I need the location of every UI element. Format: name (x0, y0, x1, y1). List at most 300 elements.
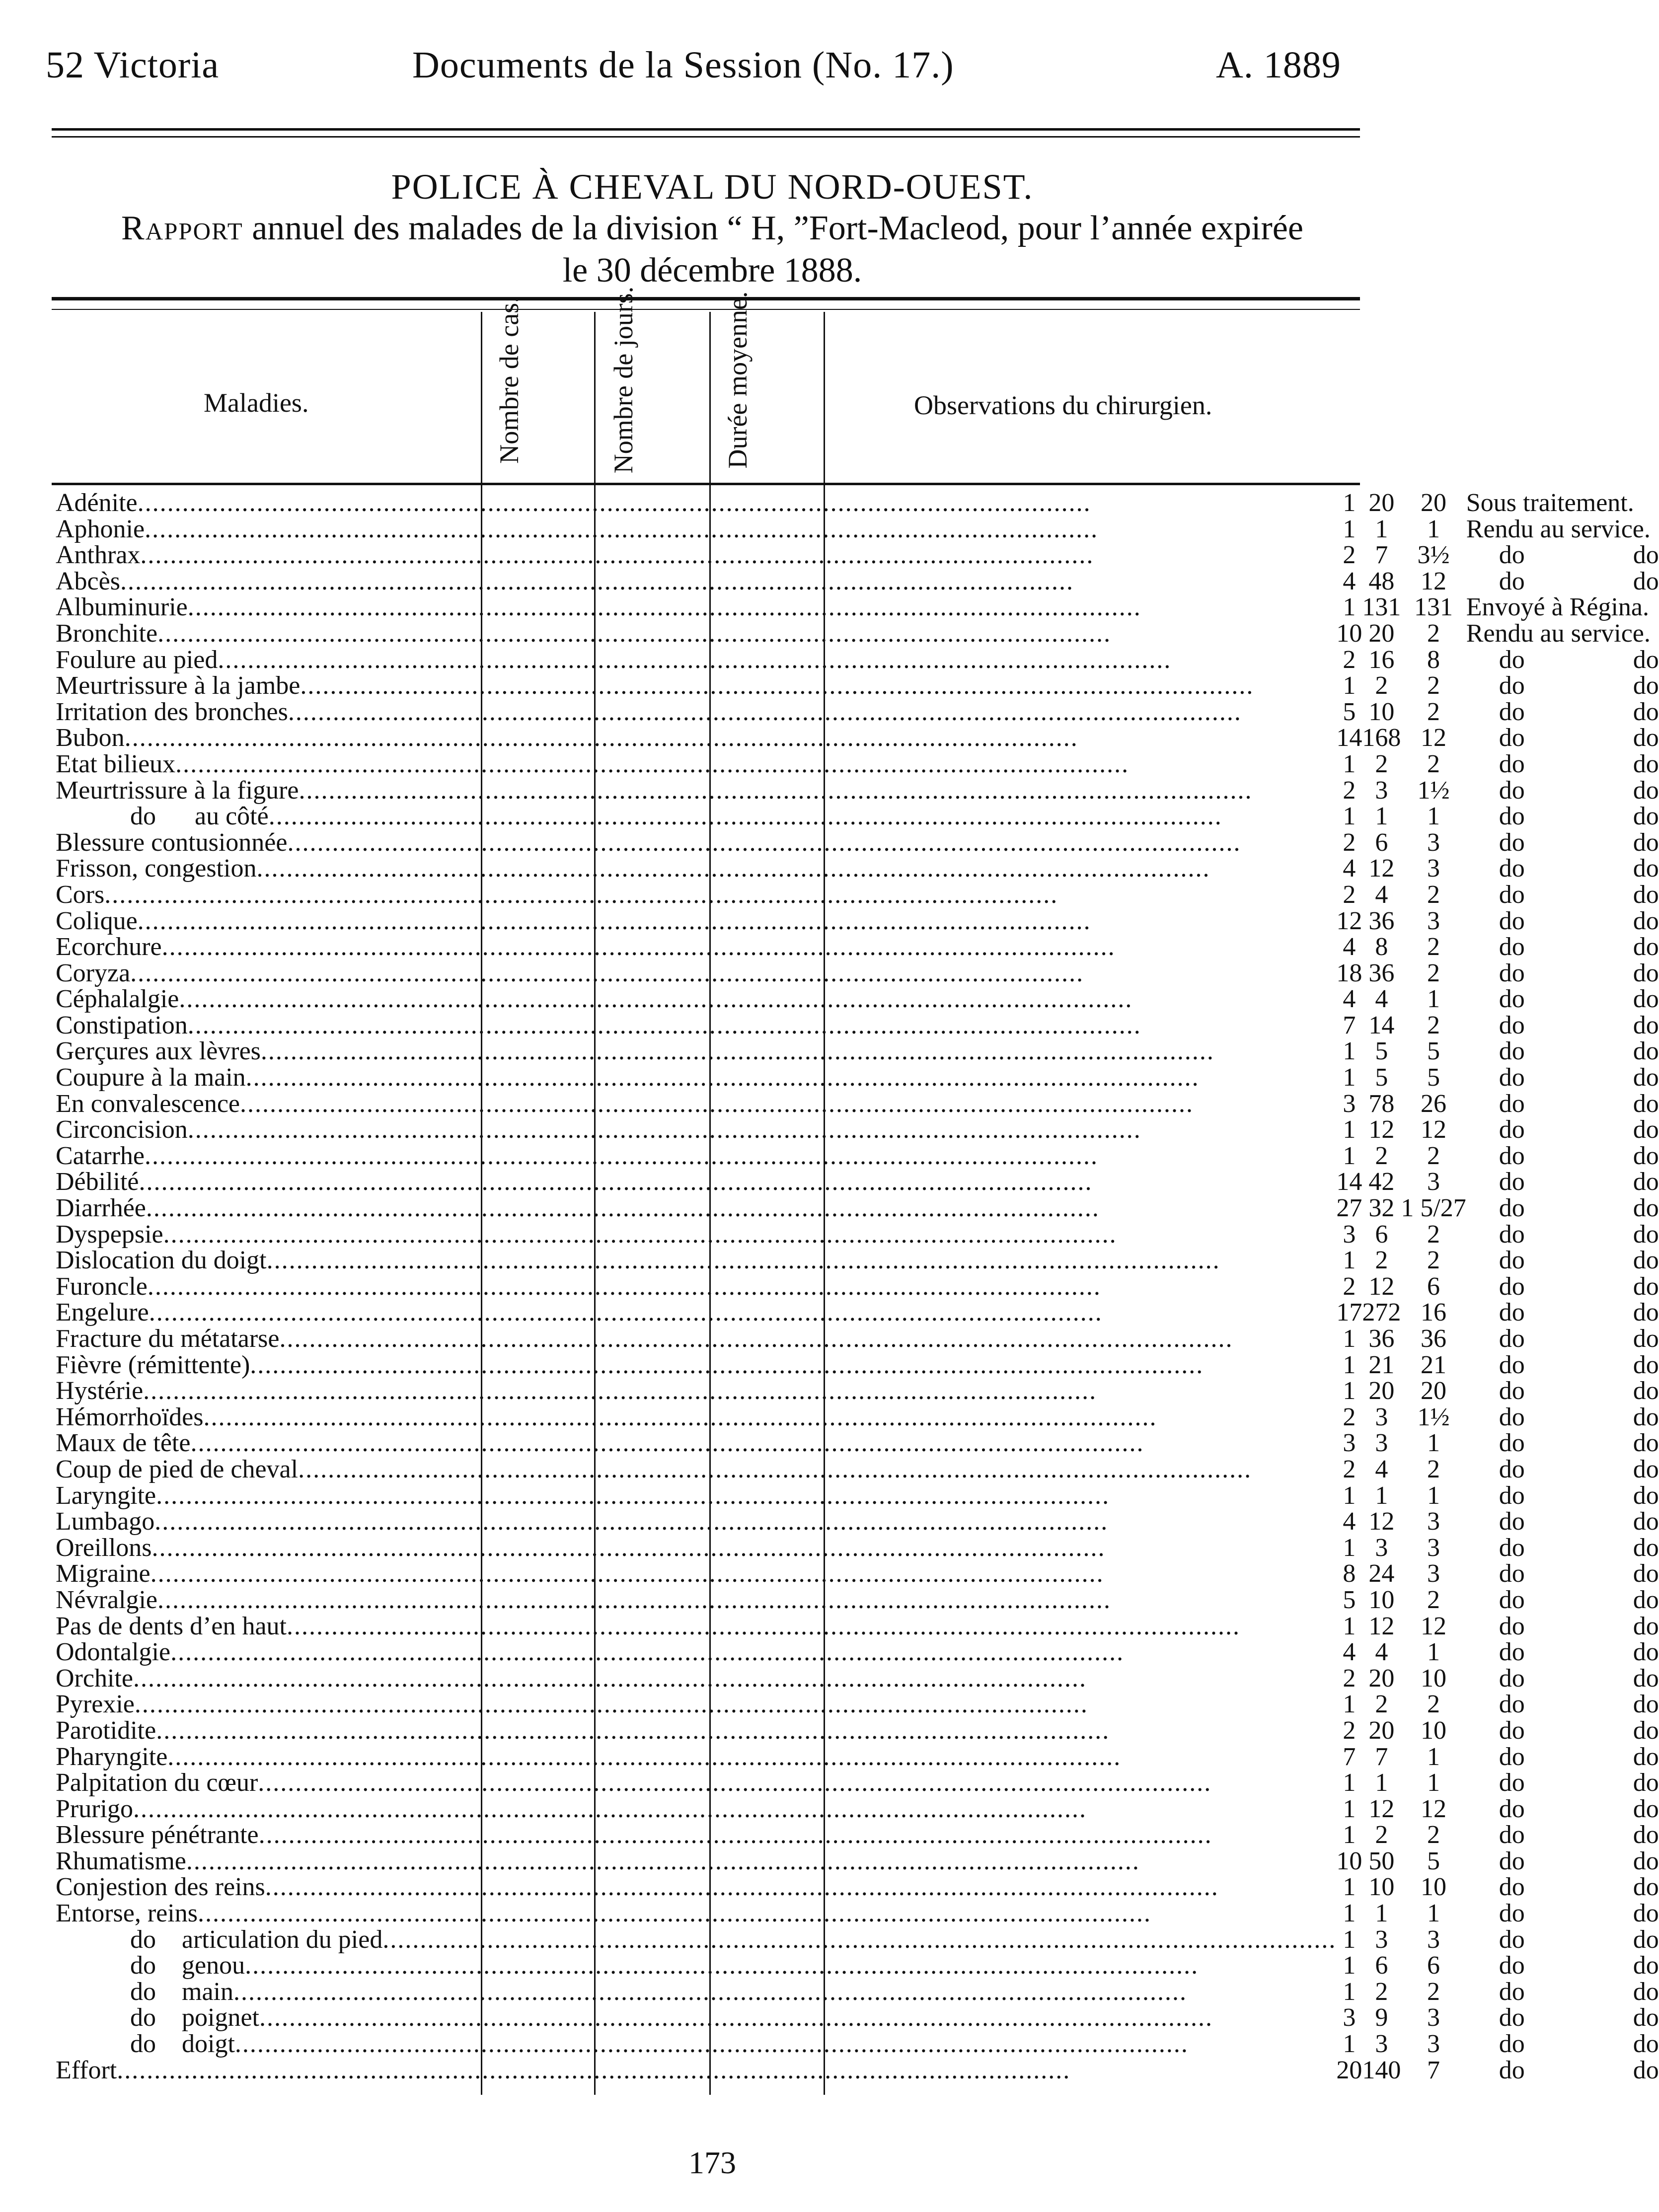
average-duration: 1 (1427, 1638, 1440, 1667)
page-header (0, 44, 1425, 98)
disease-name-cell (56, 882, 1336, 908)
average-duration: 2 (1427, 933, 1440, 961)
table-row (56, 986, 1659, 1013)
cases-count: 1 (1343, 1115, 1356, 1144)
cases-count: 8 (1343, 1559, 1356, 1588)
dot-leader (198, 1901, 1336, 1927)
disease-name-cell (56, 1378, 1336, 1404)
cases-count: 1 (1343, 1925, 1356, 1954)
observation-text: do (1499, 1063, 1525, 1092)
disease-name: Coryza (56, 959, 131, 987)
days-count: 2 (1375, 1977, 1388, 2006)
average-duration: 21 (1421, 1350, 1447, 1379)
observation-ditto: do (1633, 985, 1659, 1014)
table-row (56, 1091, 1659, 1117)
cases-count: 2 (1343, 1716, 1356, 1745)
disease-name-cell (56, 804, 1336, 830)
report-date-line: le 30 décembre 1888. (562, 251, 862, 290)
surgeon-observation (1466, 1038, 1659, 1065)
cases-count: 2 (1343, 645, 1356, 674)
surgeon-observation (1466, 1013, 1659, 1039)
cases-count: 1 (1343, 1951, 1356, 1980)
disease-name-cell (56, 1117, 1336, 1143)
disease-name: Furoncle (56, 1272, 148, 1301)
table-row (56, 490, 1659, 516)
cases-count: 2 (1343, 541, 1356, 570)
surgeon-observation (1466, 1195, 1659, 1222)
average-duration: 2 (1427, 1246, 1440, 1275)
average-duration: 20 (1421, 489, 1447, 517)
dot-leader (240, 1091, 1336, 1117)
observation-ditto: do (1633, 1272, 1659, 1301)
dot-leader (188, 1117, 1337, 1143)
observation-text: do (1499, 1638, 1525, 1667)
days-count: 3 (1375, 2030, 1388, 2059)
days-count: 5 (1375, 1063, 1388, 1092)
disease-name: Coupure à la main (56, 1063, 246, 1092)
disease-name-cell (56, 986, 1336, 1013)
report-subtitle-rest: annuel des malades de la division “ H, ”Fort-Macleod, pour l’année expirée (252, 209, 1303, 247)
observation-ditto: do (1633, 1585, 1659, 1614)
observation-ditto: do (1633, 1925, 1659, 1954)
surgeon-observation (1466, 725, 1659, 751)
surgeon-observation (1466, 882, 1659, 908)
observation-text: do (1499, 1690, 1525, 1719)
cases-count: 3 (1343, 1429, 1356, 1458)
average-duration: 12 (1421, 1115, 1447, 1144)
surgeon-observation (1466, 1953, 1659, 1979)
cases-count: 4 (1343, 985, 1356, 1014)
observation-text: do (1499, 1481, 1525, 1510)
disease-name: do au côté (130, 802, 269, 831)
dot-leader (156, 1718, 1336, 1744)
average-duration: 1½ (1417, 1402, 1450, 1431)
surgeon-observation (1466, 1718, 1659, 1744)
surgeon-observation (1466, 1744, 1659, 1770)
observation-ditto: do (1633, 1350, 1659, 1379)
surgeon-observation (1466, 594, 1659, 621)
observation-text: do (1499, 933, 1525, 961)
average-duration: 1 (1427, 1429, 1440, 1458)
table-row (56, 1117, 1659, 1143)
cases-count: 1 (1343, 1690, 1356, 1719)
observation-ditto: do (1633, 1194, 1659, 1223)
cases-count: 3 (1343, 1220, 1356, 1249)
days-count: 12 (1368, 1272, 1395, 1301)
observation-ditto: do (1633, 541, 1659, 570)
surgeon-observation (1466, 1874, 1659, 1901)
average-duration: 3 (1427, 1925, 1440, 1954)
cases-count: 4 (1343, 567, 1356, 595)
observation-text: do (1499, 1559, 1525, 1588)
observation-text: do (1499, 1794, 1525, 1823)
observation-ditto: do (1633, 2056, 1659, 2084)
disease-name-cell (56, 673, 1336, 699)
surgeon-observation (1466, 1117, 1659, 1143)
average-duration: 1 (1427, 1742, 1440, 1771)
average-duration: 10 (1421, 1873, 1447, 1902)
table-row (56, 516, 1659, 543)
surgeon-observation (1466, 751, 1659, 778)
disease-name-cell (56, 1326, 1336, 1352)
days-count: 12 (1368, 1507, 1395, 1536)
disease-name: Etat bilieux (56, 749, 176, 778)
dot-leader (287, 1614, 1336, 1640)
days-count: 20 (1368, 1716, 1395, 1745)
disease-name-cell (56, 542, 1336, 569)
dot-leader (145, 516, 1336, 543)
table-row (56, 1038, 1659, 1065)
dot-leader (167, 1744, 1336, 1770)
table-row (56, 1352, 1659, 1379)
observation-ditto: do (1633, 1716, 1659, 1745)
disease-name-cell (56, 1248, 1336, 1274)
surgeon-observation (1466, 1561, 1659, 1587)
average-duration: 26 (1421, 1089, 1447, 1118)
table-row (56, 1430, 1659, 1457)
table-row (56, 778, 1659, 804)
dot-leader (162, 934, 1337, 960)
cases-count: 1 (1343, 515, 1356, 543)
table-row (56, 1927, 1659, 1953)
disease-name: Hémorrhoïdes (56, 1402, 204, 1431)
average-duration: 5 (1427, 1846, 1440, 1875)
cases-count: 2 (1343, 776, 1356, 805)
dot-leader (279, 1326, 1336, 1352)
disease-name: Orchite (56, 1664, 133, 1693)
table-row (56, 1979, 1659, 2005)
observation-ditto: do (1633, 1089, 1659, 1118)
observation-ditto: do (1633, 749, 1659, 778)
dot-leader (203, 1404, 1336, 1431)
dot-leader (186, 1848, 1336, 1875)
observation-text: do (1499, 802, 1525, 831)
cases-count: 12 (1336, 906, 1362, 935)
disease-name: En convalescence (56, 1089, 240, 1118)
cases-count: 1 (1343, 1037, 1356, 1066)
cases-count: 1 (1343, 1899, 1356, 1928)
disease-name: Dislocation du doigt (56, 1246, 267, 1275)
disease-name: Frisson, congestion (56, 854, 257, 883)
disease-name: Diarrhée (56, 1194, 146, 1223)
disease-name: Constipation (56, 1011, 188, 1039)
table-row (56, 1614, 1659, 1640)
disease-name: Laryngite (56, 1481, 156, 1510)
table-row (56, 621, 1659, 647)
disease-name-cell (56, 490, 1336, 516)
observation-ditto: do (1633, 1246, 1659, 1275)
disease-name-cell (56, 1065, 1336, 1091)
observation-text: do (1499, 1821, 1525, 1849)
days-count: 12 (1368, 1794, 1395, 1823)
disease-name-cell (56, 1744, 1336, 1770)
disease-name: Aphonie (56, 515, 145, 543)
dot-leader (287, 830, 1336, 856)
observation-text: do (1499, 1585, 1525, 1614)
cases-count: 20 (1336, 2056, 1362, 2084)
average-duration: 2 (1427, 749, 1440, 778)
disease-name: Cors (56, 880, 105, 909)
observation-ditto: do (1633, 880, 1659, 909)
average-duration: 3 (1427, 1533, 1440, 1562)
disease-name-cell (56, 934, 1336, 960)
observation-text: do (1499, 1298, 1525, 1327)
disease-name: Gerçures aux lèvres (56, 1037, 261, 1066)
dot-leader (170, 1639, 1336, 1666)
average-duration: 3½ (1417, 541, 1450, 570)
disease-name-cell (56, 1535, 1336, 1561)
days-count: 20 (1368, 1377, 1395, 1405)
disease-name: Engelure (56, 1298, 149, 1327)
observation-ditto: do (1633, 933, 1659, 961)
header-rule-bottom (52, 136, 1360, 138)
observation-ditto: do (1633, 1899, 1659, 1928)
days-count: 6 (1375, 1220, 1388, 1249)
dot-leader (179, 986, 1336, 1013)
average-duration: 1 (1427, 1769, 1440, 1797)
observation-ditto: do (1633, 1690, 1659, 1719)
cases-count: 1 (1343, 671, 1356, 700)
disease-table (56, 490, 1659, 2083)
observation-text: do (1499, 724, 1525, 752)
days-count: 2 (1375, 1246, 1388, 1275)
surgeon-observation (1466, 856, 1659, 882)
days-count: 5 (1375, 1037, 1388, 1066)
cases-count: 1 (1343, 1325, 1356, 1353)
surgeon-observation (1466, 2031, 1659, 2058)
dot-leader (188, 594, 1337, 621)
table-row (56, 1169, 1659, 1195)
days-count: 50 (1368, 1846, 1395, 1875)
days-count: 2 (1375, 1690, 1388, 1719)
surgeon-observation (1466, 1692, 1659, 1718)
disease-name: Fièvre (rémittente) (56, 1350, 250, 1379)
observation-text: do (1499, 1951, 1525, 1980)
days-count: 10 (1368, 1585, 1395, 1614)
table-row (56, 1013, 1659, 1039)
observation-ditto: do (1633, 1951, 1659, 1980)
table-row (56, 2031, 1659, 2058)
surgeon-observation (1466, 1587, 1659, 1614)
cases-count: 3 (1343, 1089, 1356, 1118)
disease-name-cell (56, 2031, 1336, 2058)
disease-name: Névralgie (56, 1585, 158, 1614)
average-duration: 2 (1427, 1821, 1440, 1849)
disease-name: Hystérie (56, 1377, 144, 1405)
observation-text: do (1499, 1612, 1525, 1640)
cases-count: 1 (1343, 749, 1356, 778)
table-row (56, 1065, 1659, 1091)
observation-text: do (1499, 1769, 1525, 1797)
cases-count: 2 (1343, 1455, 1356, 1483)
days-count: 6 (1375, 1951, 1388, 1980)
surgeon-observation (1466, 1901, 1659, 1927)
dot-leader (245, 1953, 1336, 1979)
observation-text: do (1499, 1455, 1525, 1483)
disease-name: do genou (130, 1951, 245, 1980)
disease-name-cell (56, 1796, 1336, 1823)
disease-name: Circoncision (56, 1115, 188, 1144)
surgeon-observation (1466, 804, 1659, 830)
days-count: 12 (1368, 1115, 1395, 1144)
observation-ditto: do (1633, 1220, 1659, 1249)
dot-leader (130, 960, 1336, 987)
cases-count: 1 (1343, 1821, 1356, 1849)
disease-name-cell (56, 1013, 1336, 1039)
cases-count: 1 (1343, 2030, 1356, 2059)
average-duration: 8 (1427, 645, 1440, 674)
table-row (56, 1822, 1659, 1848)
observation-text: do (1499, 2030, 1525, 2059)
cases-count: 14 (1336, 1168, 1362, 1196)
dot-leader (157, 1587, 1336, 1614)
average-duration: 1 (1427, 1481, 1440, 1510)
observation-ditto: do (1633, 854, 1659, 883)
disease-name-cell (56, 2005, 1336, 2031)
table-row (56, 934, 1659, 960)
disease-name: Prurigo (56, 1794, 133, 1823)
observation-text: do (1499, 959, 1525, 987)
observation-text: do (1499, 1220, 1525, 1249)
surgeon-observation (1466, 1979, 1659, 2005)
surgeon-observation (1466, 986, 1659, 1013)
days-count: 272 (1362, 1298, 1401, 1327)
disease-name: Rhumatisme (56, 1846, 186, 1875)
days-count: 48 (1368, 567, 1395, 595)
cases-count: 3 (1343, 2003, 1356, 2032)
dot-leader (288, 699, 1336, 726)
cases-count: 4 (1343, 1638, 1356, 1667)
column-header-nombre-cas: Nombre de cas. (494, 296, 524, 464)
days-count: 1 (1375, 1481, 1388, 1510)
table-row (56, 1718, 1659, 1744)
observation-text: Sous traitement. (1466, 489, 1634, 517)
observation-ditto: do (1633, 1037, 1659, 1066)
observation-text: do (1499, 906, 1525, 935)
table-row (56, 751, 1659, 778)
table-top-rule-thick (52, 297, 1360, 300)
surgeon-observation (1466, 908, 1659, 935)
observation-ditto: do (1633, 1507, 1659, 1536)
average-duration: 12 (1421, 1612, 1447, 1640)
cases-count: 10 (1336, 1846, 1362, 1875)
days-count: 1 (1375, 802, 1388, 831)
dot-leader (151, 1561, 1337, 1587)
observation-ditto: do (1633, 1769, 1659, 1797)
days-count: 78 (1368, 1089, 1395, 1118)
disease-name: Entorse, reins (56, 1899, 198, 1928)
disease-name-cell (56, 1770, 1336, 1796)
table-row (56, 1744, 1659, 1770)
disease-name-cell (56, 1874, 1336, 1901)
table-row (56, 1587, 1659, 1614)
observation-ditto: do (1633, 671, 1659, 700)
average-duration: 10 (1421, 1716, 1447, 1745)
dot-leader (267, 1248, 1337, 1274)
disease-name-cell (56, 1195, 1336, 1222)
cases-count: 1 (1343, 1377, 1356, 1405)
column-header-nombre-jours: Nombre de jours. (608, 286, 638, 474)
table-row (56, 1848, 1659, 1875)
average-duration: 36 (1421, 1325, 1447, 1353)
dot-leader (117, 2058, 1336, 2084)
observation-text: do (1499, 1168, 1525, 1196)
cases-count: 10 (1336, 619, 1362, 648)
surgeon-observation (1466, 673, 1659, 699)
days-count: 21 (1368, 1350, 1395, 1379)
disease-name-cell (56, 699, 1336, 726)
days-count: 3 (1375, 776, 1388, 805)
days-count: 42 (1368, 1168, 1395, 1196)
average-duration: 3 (1427, 1168, 1440, 1196)
table-row (56, 1901, 1659, 1927)
days-count: 10 (1368, 1873, 1395, 1902)
cases-count: 2 (1343, 1272, 1356, 1301)
cases-count: 17 (1336, 1298, 1362, 1327)
dot-leader (259, 1822, 1337, 1848)
disease-name: Débilité (56, 1168, 139, 1196)
average-duration: 131 (1414, 593, 1453, 622)
surgeon-observation (1466, 1326, 1659, 1352)
cases-count: 7 (1343, 1011, 1356, 1039)
average-duration: 10 (1421, 1664, 1447, 1693)
cases-count: 1 (1343, 1350, 1356, 1379)
observation-ditto: do (1633, 1638, 1659, 1667)
observation-text: Rendu au service. (1466, 619, 1651, 648)
average-duration: 16 (1421, 1298, 1447, 1327)
disease-name: Effort (56, 2056, 117, 2084)
cases-count: 1 (1343, 1246, 1356, 1275)
observation-ditto: do (1633, 567, 1659, 595)
disease-name: Catarrhe (56, 1141, 145, 1170)
surgeon-observation (1466, 699, 1659, 726)
observation-ditto: do (1633, 1664, 1659, 1693)
disease-name: do poignet (130, 2003, 259, 2032)
disease-name-cell (56, 1822, 1336, 1848)
dot-leader (259, 2005, 1336, 2031)
table-row (56, 1248, 1659, 1274)
observation-text: do (1499, 776, 1525, 805)
cases-count: 5 (1343, 697, 1356, 726)
surgeon-observation (1466, 778, 1659, 804)
average-duration: 2 (1427, 1011, 1440, 1039)
dot-leader (149, 1300, 1337, 1326)
dot-leader (246, 1065, 1337, 1091)
disease-name: Albuminurie (56, 593, 188, 622)
observation-text: do (1499, 1429, 1525, 1458)
observation-text: do (1499, 1089, 1525, 1118)
disease-name-cell (56, 1404, 1336, 1431)
surgeon-observation (1466, 1248, 1659, 1274)
cases-count: 1 (1343, 1769, 1356, 1797)
dot-leader (235, 2031, 1336, 2058)
dot-leader (120, 569, 1336, 595)
cases-count: 18 (1336, 959, 1362, 987)
disease-name: Maux de tête (56, 1429, 191, 1458)
observation-text: do (1499, 645, 1525, 674)
average-duration: 3 (1427, 1507, 1440, 1536)
disease-name: Foulure au pied (56, 645, 218, 674)
observation-text: do (1499, 1402, 1525, 1431)
disease-name-cell (56, 1848, 1336, 1875)
disease-name: Pas de dents d’en haut (56, 1612, 287, 1640)
surgeon-observation (1466, 934, 1659, 960)
observation-text: do (1499, 1846, 1525, 1875)
column-header-observations: Observations du chirurgien. (914, 390, 1212, 420)
dot-leader (382, 1927, 1336, 1953)
table-row (56, 1457, 1659, 1483)
average-duration: 5 (1427, 1063, 1440, 1092)
